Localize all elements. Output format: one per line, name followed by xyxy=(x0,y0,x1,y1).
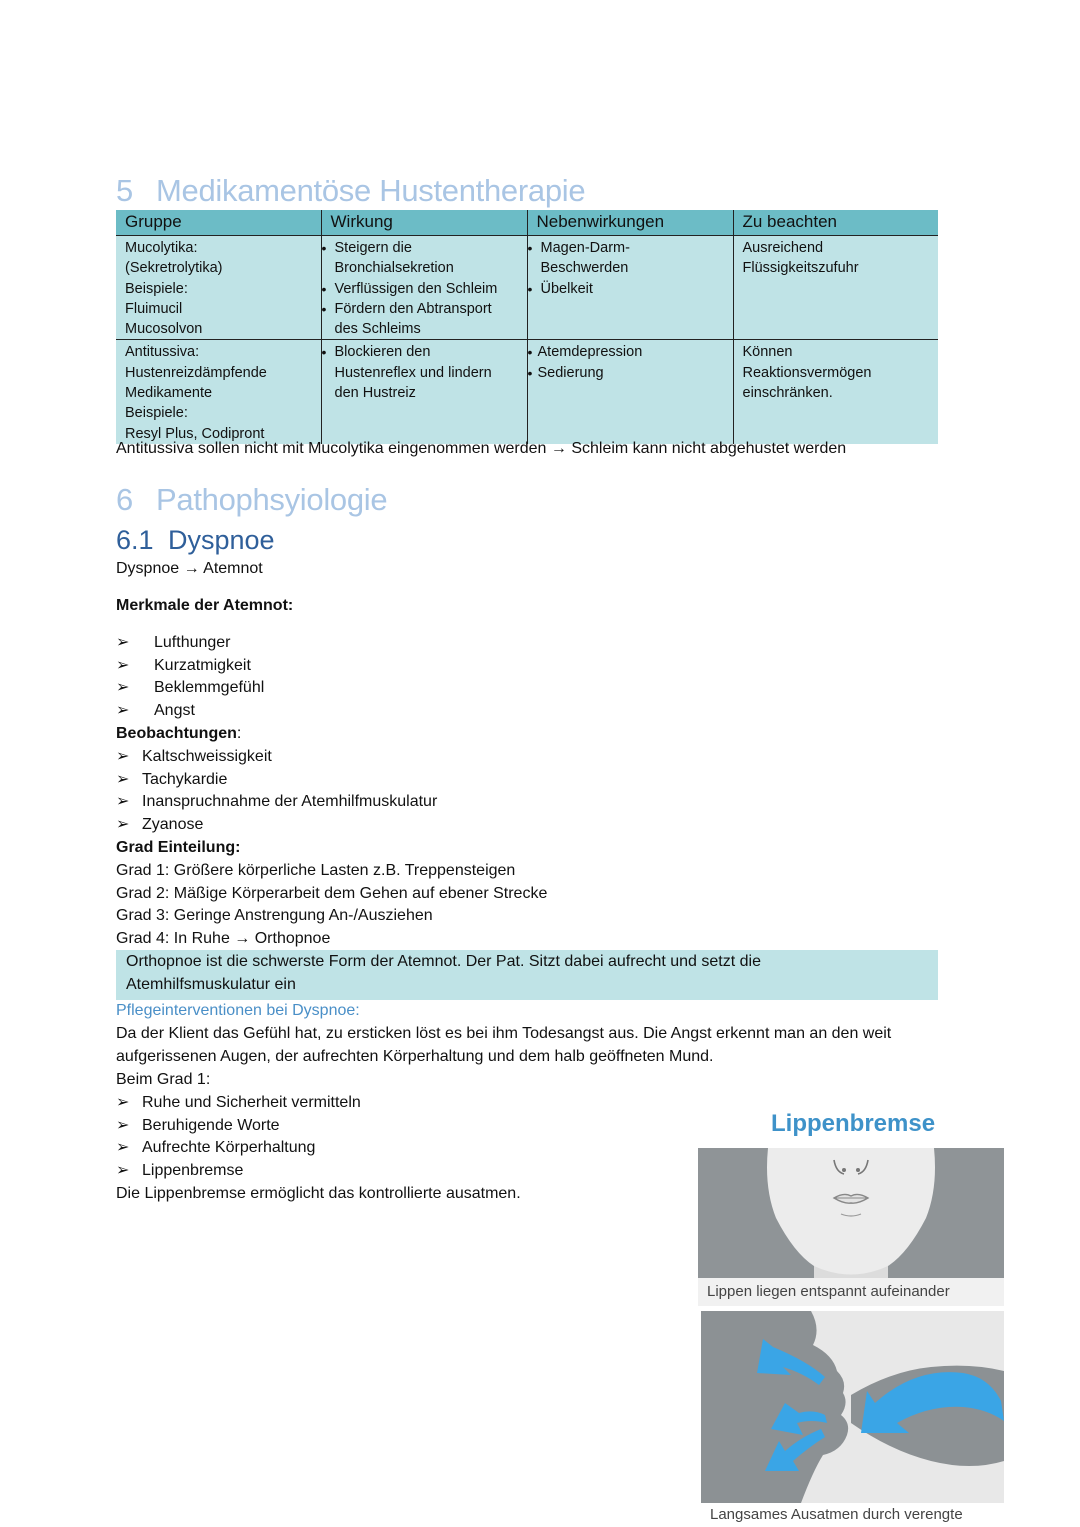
paragraph-line: aufgerissenen Augen, der aufrechten Körperhaltung und dem halb geöffneten Mund. xyxy=(116,1047,714,1065)
bullet-item: • Atemdepression xyxy=(538,342,727,362)
list-item-text: Angst xyxy=(154,702,195,720)
list-item-text: Zyanose xyxy=(142,816,204,834)
merkmale-heading: Merkmale der Atemnot: xyxy=(116,597,294,614)
list-item-text: Lippenbremse xyxy=(142,1162,244,1180)
bullet-item: • Sedierung xyxy=(538,363,727,383)
table-cell-zu-beachten xyxy=(733,236,938,340)
arrow-bullet-icon: ➢ xyxy=(116,679,130,697)
list-item-text: Kaltschweissigkeit xyxy=(142,748,272,765)
cell-line: Antitussiva: xyxy=(125,344,200,361)
section-6-1-title: Dyspnoe xyxy=(168,525,275,555)
list-item xyxy=(116,746,437,769)
section-6-1-number: 6.1 xyxy=(116,525,154,555)
list-item xyxy=(116,769,437,792)
table-header-row xyxy=(116,210,938,236)
cell-line: Mucosolvon xyxy=(125,321,203,338)
grad-line: Grad 1: Größere körperliche Lasten z.B. Treppensteigen xyxy=(116,862,516,879)
list-item xyxy=(116,677,264,700)
arrow-bullet-icon: ➢ xyxy=(116,1162,130,1180)
highlight-line: Orthopnoe ist die schwerste Form der Atemnot. Der Pat. Sitzt dabei aufrecht und setzt die xyxy=(126,953,761,970)
bullet-item: • Verflüssigen den Schleim xyxy=(335,279,521,299)
arrow-bullet-icon: ➢ xyxy=(116,770,130,788)
list-item-text: Inanspruchnahme der Atemhilfmuskulatur xyxy=(142,793,438,811)
arrow-bullet-icon: ➢ xyxy=(116,1094,130,1111)
arrow-bullet-icon: ➢ xyxy=(116,656,130,674)
beobachtungen-heading xyxy=(116,723,241,746)
figure-title: Lippenbremse xyxy=(771,1110,936,1137)
list-item-text: Lufthunger xyxy=(154,634,231,651)
medication-table xyxy=(116,210,938,444)
bullet-item: • Blockieren den Hustenreflex und lindern den Hustreiz xyxy=(335,342,505,403)
list-item xyxy=(116,1160,361,1183)
lippenbremse-face-illustration xyxy=(698,1148,1004,1278)
list-item-text: Kurzatmigkeit xyxy=(154,656,251,674)
list-item-text: Beruhigende Worte xyxy=(142,1116,280,1134)
grad-line: Grad 4: In Ruhe → Orthopnoe xyxy=(116,930,331,948)
cell-line: Können xyxy=(742,344,793,361)
table-cell-wirkung xyxy=(321,340,527,444)
grad-line: Grad 3: Geringe Anstrengung An-/Ausziehen xyxy=(116,907,433,925)
merkmale-list xyxy=(116,632,264,723)
beobachtungen-colon: : xyxy=(236,725,242,742)
list-item xyxy=(116,791,437,814)
list-item xyxy=(116,1137,361,1160)
cell-line: Ausreichend xyxy=(742,240,824,256)
pflege-heading: Pflegeinterventionen bei Dyspnoe: xyxy=(116,1002,360,1019)
grad-line: Grad 2: Mäßige Körperarbeit dem Gehen auf ebener Strecke xyxy=(116,884,548,902)
section-6-number: 6 xyxy=(116,482,133,517)
grad1-heading: Beim Grad 1: xyxy=(116,1071,211,1088)
table-row xyxy=(116,340,938,444)
beobachtungen-label: Beobachtungen xyxy=(116,725,237,742)
arrow-bullet-icon: ➢ xyxy=(116,816,130,834)
beobachtungen-list xyxy=(116,746,437,837)
table-cell-wirkung xyxy=(321,236,527,340)
cell-line: (Sekretrolytika) xyxy=(125,260,223,277)
figure-caption-1: Lippen liegen entspannt aufeinander xyxy=(707,1283,950,1300)
list-item-text: Aufrechte Körperhaltung xyxy=(142,1139,316,1157)
list-item xyxy=(116,632,264,655)
table-cell-nebenwirkungen xyxy=(527,340,733,444)
bullet-item: • Übelkeit xyxy=(541,279,727,299)
exhale-arrows-icon xyxy=(701,1311,1004,1503)
list-item xyxy=(116,700,264,723)
list-item-text: Tachykardie xyxy=(142,770,228,788)
cell-line: Beispiele: xyxy=(125,280,188,297)
pflege-text xyxy=(116,1023,891,1068)
list-item-text: Beklemmgefühl xyxy=(154,679,265,697)
section-6-title: Pathophsyiologie xyxy=(156,482,388,517)
cell-line: Resyl Plus, Codipront xyxy=(125,425,265,442)
table-cell-gruppe xyxy=(116,236,321,340)
figure-caption-2: Langsames Ausatmen durch verengte xyxy=(710,1506,963,1523)
table-header-gruppe: Gruppe xyxy=(116,210,321,236)
table-cell-nebenwirkungen xyxy=(527,236,733,340)
section-5-number: 5 xyxy=(116,173,133,208)
face-front-icon xyxy=(698,1148,1004,1278)
list-item xyxy=(116,814,437,837)
dyspnoe-definition: Dyspnoe → Atemnot xyxy=(116,560,263,577)
table-header-nebenwirkungen: Nebenwirkungen xyxy=(527,210,733,236)
bullet-item: • Fördern den Abtransport des Schleims xyxy=(335,299,510,340)
section-6-1-heading xyxy=(116,525,275,556)
arrow-bullet-icon: ➢ xyxy=(116,793,130,811)
cell-line: Reaktionsvermögen xyxy=(742,364,872,381)
arrow-bullet-icon: ➢ xyxy=(116,634,130,651)
cell-line: Fluimucil xyxy=(125,300,183,317)
table-cell-zu-beachten xyxy=(733,340,938,444)
cell-line: Flüssigkeitszufuhr xyxy=(742,260,859,277)
table-header-zu-beachten: Zu beachten xyxy=(733,210,938,236)
section-6-heading xyxy=(116,482,387,518)
bullet-item: • Magen-Darm-Beschwerden xyxy=(541,238,641,279)
table-row xyxy=(116,236,938,340)
highlight-line: Atemhilfsmuskulatur ein xyxy=(126,975,296,993)
arrow-bullet-icon: ➢ xyxy=(116,702,130,720)
arrow-bullet-icon: ➢ xyxy=(116,1139,130,1157)
table-note: Antitussiva sollen nicht mit Mucolytika eingenommen werden → Schleim kann nicht abgehustet werden xyxy=(116,440,847,457)
cell-line: Beispiele: xyxy=(125,405,188,422)
cell-line: Mucolytika: xyxy=(125,240,198,256)
lippenbremse-side-illustration xyxy=(701,1311,1004,1503)
list-item xyxy=(116,1115,361,1138)
bullet-item: • Steigern die Bronchialsekretion xyxy=(335,238,485,279)
closing-text: Die Lippenbremse ermöglicht das kontrollierte ausatmen. xyxy=(116,1185,521,1202)
grad-list xyxy=(116,860,547,951)
table-cell-gruppe xyxy=(116,340,321,444)
arrow-bullet-icon: ➢ xyxy=(116,748,130,765)
section-5-title: Medikamentöse Hustentherapie xyxy=(156,173,586,208)
grad-heading: Grad Einteilung: xyxy=(116,839,241,856)
arrow-bullet-icon: ➢ xyxy=(116,1116,130,1134)
paragraph-line: Da der Klient das Gefühl hat, zu ersticken löst es bei ihm Todesangst aus. Die Angst erkennt man an den weit xyxy=(116,1025,892,1042)
table-header-wirkung: Wirkung xyxy=(321,210,527,236)
cell-line: Hustenreizdämpfende xyxy=(125,364,267,381)
cell-line: Medikamente xyxy=(125,385,213,402)
list-item xyxy=(116,1092,361,1115)
section-5-heading xyxy=(116,173,585,209)
orthopnoe-highlight-box xyxy=(116,950,938,1000)
list-item-text: Ruhe und Sicherheit vermitteln xyxy=(142,1094,361,1111)
list-item xyxy=(116,655,264,678)
cell-line: einschränken. xyxy=(742,385,833,402)
grad1-list xyxy=(116,1092,361,1183)
